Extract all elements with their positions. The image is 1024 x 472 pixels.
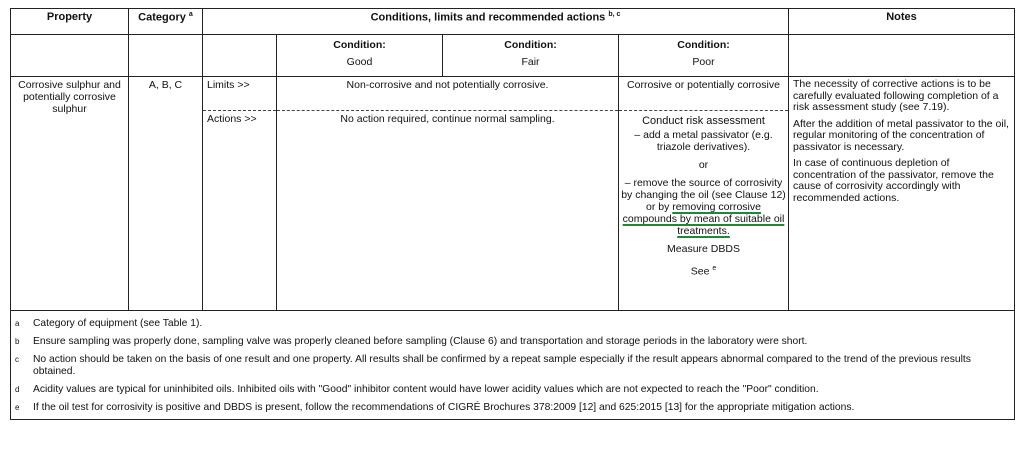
actions-poor bbox=[619, 111, 789, 311]
footnote: c No action should be taken on the basis of one result and one property. All results shall be confirmed by a repeat sample especially if the result appears abnormal compared to the trend of the previous results obtained. bbox=[15, 354, 971, 377]
limits-good-fair: Non-corrosive and not potentially corrosive. bbox=[277, 77, 619, 111]
footnote: b Ensure sampling was properly done, sampling valve was properly cleaned before sampling (Clause 6) and transportation and storage periods in the laboratory were short. bbox=[15, 336, 808, 347]
oil-property-table bbox=[10, 8, 1015, 420]
footnote: a Category of equipment (see Table 1). bbox=[15, 318, 203, 329]
limits-label: Limits >> bbox=[203, 77, 277, 111]
category-cell: A, B, C bbox=[129, 77, 203, 311]
header-property-spacer bbox=[11, 35, 129, 77]
action-add-passivator: – add a metal passivator (e.g. triazole derivatives). bbox=[634, 129, 773, 153]
property-cell: Corrosive sulphur and potentially corrosive sulphur bbox=[11, 77, 129, 311]
header-rowlabel-spacer bbox=[203, 35, 277, 77]
note-paragraph: In case of continuous depletion of concentration of the passivator, remove the cause of corrosivity accordingly with recommended actions. bbox=[793, 157, 994, 204]
condition-good-header: Condition: Good bbox=[277, 35, 443, 77]
action-risk-assessment: Conduct risk assessment bbox=[642, 115, 765, 127]
action-measure-dbds: Measure DBDS bbox=[667, 243, 740, 255]
header-notes: Notes bbox=[789, 9, 1015, 35]
notes-cell bbox=[789, 77, 1015, 311]
footnote: d Acidity values are typical for uninhibited oils. Inhibited oils with "Good" inhibitor content would have lower acidity values which are not expected to reach the "Poor" condition. bbox=[15, 384, 819, 395]
header-notes-spacer bbox=[789, 35, 1015, 77]
document-table-wrapper bbox=[10, 8, 1014, 466]
header-property: Property bbox=[11, 9, 129, 35]
limits-poor: Corrosive or potentially corrosive bbox=[619, 77, 789, 111]
header-category-spacer bbox=[129, 35, 203, 77]
condition-poor-header: Condition: Poor bbox=[619, 35, 789, 77]
footnote: e If the oil test for corrosivity is positive and DBDS is present, follow the recommendations of CIGRÉ Brochures 378:2009 [12] and 625:2015 [13] for the appropriate mitigation actions. bbox=[15, 402, 855, 413]
highlighted-text: removing corrosive compounds by mean of suitable oil treatments. bbox=[622, 201, 785, 237]
condition-fair-header: Condition: Fair bbox=[443, 35, 619, 77]
actions-good-fair: No action required, continue normal sampling. bbox=[277, 111, 619, 311]
action-or: or bbox=[698, 159, 709, 171]
header-category: Category $^a$ bbox=[129, 9, 203, 35]
note-paragraph: The necessity of corrective actions is to be carefully evaluated following completion of a risk assessment study (see 7.19). bbox=[793, 78, 999, 113]
action-remove-source: – remove the source of corrosivity by changing the oil (see Clause 12) or by removing corrosive compounds by mean of suitable oil treatments. bbox=[621, 177, 786, 237]
action-see-footnote: See $^e$ bbox=[690, 265, 717, 278]
actions-label: Actions >> bbox=[203, 111, 277, 311]
header-conditions: Conditions, limits and recommended actions $^{b, c}$ bbox=[203, 9, 789, 35]
note-paragraph: After the addition of metal passivator to the oil, regular monitoring of the concentration of passivator is necessary. bbox=[793, 117, 1009, 153]
footnotes-cell bbox=[11, 311, 1015, 420]
